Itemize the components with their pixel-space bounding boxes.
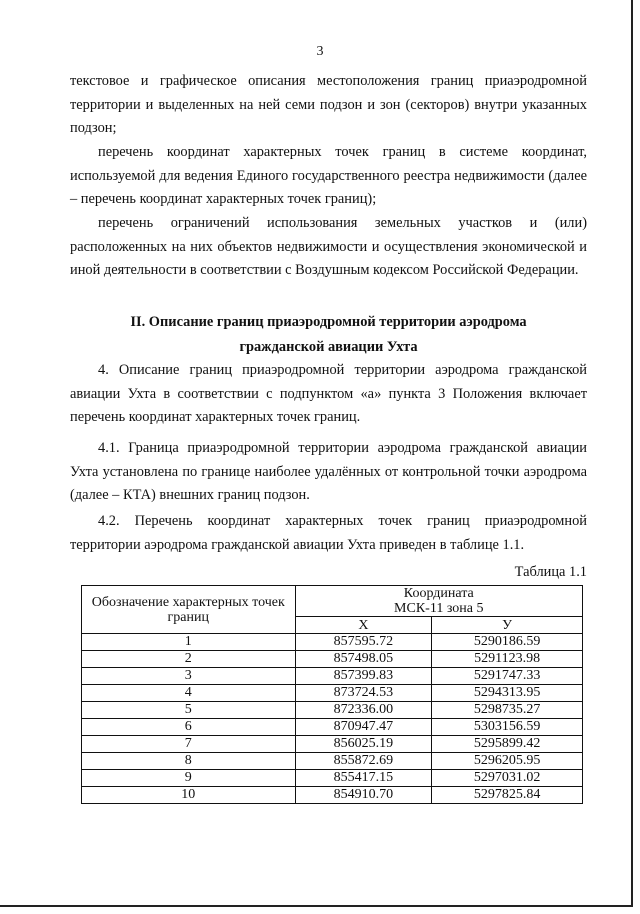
y-coordinate-cell: 5297825.84 — [432, 787, 583, 804]
header-coordinate-line1: Координата — [403, 586, 474, 601]
x-coordinate-cell: 856025.19 — [295, 736, 432, 753]
header-point: Обозначение характерных точек границ — [82, 586, 296, 634]
section-heading-line1: II. Описание границ приаэродромной территории аэродрома — [130, 314, 527, 330]
point-number-cell: 10 — [82, 787, 296, 804]
y-coordinate-cell: 5291747.33 — [432, 668, 583, 685]
y-coordinate-cell: 5297031.02 — [432, 770, 583, 787]
x-coordinate-cell: 855872.69 — [295, 753, 432, 770]
x-coordinate-cell: 873724.53 — [295, 685, 432, 702]
table-row — [82, 651, 583, 668]
x-coordinate-cell: 872336.00 — [295, 702, 432, 719]
point-number-cell: 5 — [82, 702, 296, 719]
page-number: 3 — [316, 44, 324, 59]
table-row — [82, 736, 583, 753]
table-row — [82, 719, 583, 736]
y-coordinate-cell: 5291123.98 — [432, 651, 583, 668]
header-coordinate — [295, 586, 582, 617]
x-coordinate-cell: 870947.47 — [295, 719, 432, 736]
point-number-cell: 3 — [82, 668, 296, 685]
paragraph-2: перечень координат характерных точек границ в системе координат, используемой для ведения Единого государственного реестра недвижимости (далее – перечень координат характерных точек границ); — [70, 144, 587, 207]
point-number-cell: 4 — [82, 685, 296, 702]
paragraph-1: текстовое и графическое описания местоположения границ приаэродромной территории и выделенных на ней семи подзон и зон (секторов) внутри указанных подзон; — [70, 73, 587, 136]
header-y: У — [432, 617, 583, 634]
paragraph-4-2: 4.2. Перечень координат характерных точек границ приаэродромной территории аэродрома гражданской авиации Ухта приведен в таблице 1.1. — [70, 513, 587, 553]
y-coordinate-cell: 5303156.59 — [432, 719, 583, 736]
y-coordinate-cell: 5295899.42 — [432, 736, 583, 753]
y-coordinate-cell: 5294313.95 — [432, 685, 583, 702]
x-coordinate-cell: 857399.83 — [295, 668, 432, 685]
point-number-cell: 2 — [82, 651, 296, 668]
y-coordinate-cell: 5298735.27 — [432, 702, 583, 719]
point-number-cell: 9 — [82, 770, 296, 787]
x-coordinate-cell: 857498.05 — [295, 651, 432, 668]
table-row — [82, 753, 583, 770]
y-coordinate-cell: 5290186.59 — [432, 634, 583, 651]
header-coordinate-line2: МСК-11 зона 5 — [394, 601, 484, 616]
table-row — [82, 702, 583, 719]
section-heading-line2: гражданской авиации Ухта — [239, 339, 418, 355]
table-row — [82, 787, 583, 804]
paragraph-3: перечень ограничений использования земельных участков и (или) расположенных на них объектов недвижимости и осуществления экономической и иной деятельности в соответствии с Воздушным кодексом Российской Федерации. — [70, 215, 587, 278]
x-coordinate-cell: 855417.15 — [295, 770, 432, 787]
paragraph-4-1: 4.1. Граница приаэродромной территории аэродрома гражданской авиации Ухта установлена по границе наиболее удалённых от контрольной точки аэродрома (далее – КТА) внешних границ подзон. — [70, 440, 587, 503]
table-caption: Таблица 1.1 — [514, 564, 587, 580]
table-row — [82, 770, 583, 787]
point-number-cell: 7 — [82, 736, 296, 753]
point-number-cell: 1 — [82, 634, 296, 651]
x-coordinate-cell: 857595.72 — [295, 634, 432, 651]
y-coordinate-cell: 5296205.95 — [432, 753, 583, 770]
paragraph-4: 4. Описание границ приаэродромной территории аэродрома гражданской авиации Ухта в соответствии с подпунктом «а» пункта 3 Положения включает перечень координат характерных точек границ. — [70, 362, 587, 425]
point-number-cell: 8 — [82, 753, 296, 770]
table-row — [82, 668, 583, 685]
coordinates-table — [81, 585, 583, 804]
table-row — [82, 634, 583, 651]
x-coordinate-cell: 854910.70 — [295, 787, 432, 804]
header-x: Х — [295, 617, 432, 634]
table-row — [82, 685, 583, 702]
point-number-cell: 6 — [82, 719, 296, 736]
